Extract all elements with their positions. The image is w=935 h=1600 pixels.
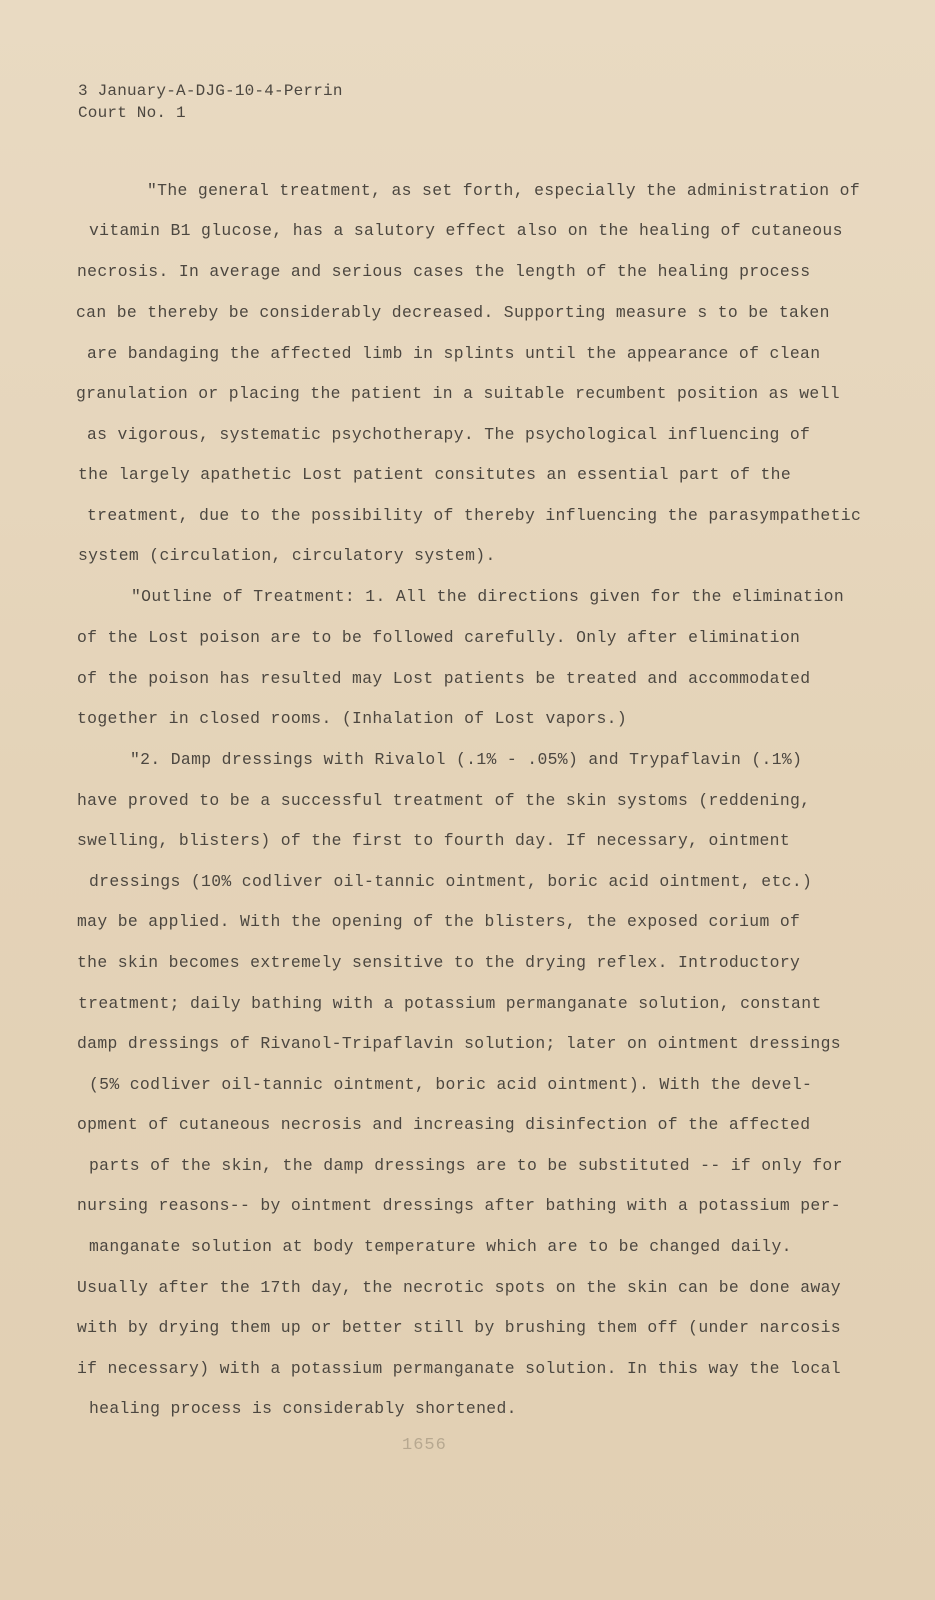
text-line: damp dressings of Rivanol-Tripaflavin solution; later on ointment dressings [77,1034,841,1053]
text-line: healing process is considerably shortened. [89,1399,517,1418]
text-line: "The general treatment, as set forth, especially the administration of [147,181,861,200]
text-line: swelling, blisters) of the first to fourth day. If necessary, ointment [77,831,791,850]
page-number: 1656 [402,1436,447,1455]
text-line: opment of cutaneous necrosis and increasing disinfection of the affected [77,1115,811,1134]
text-line: of the Lost poison are to be followed carefully. Only after elimination [77,628,801,647]
text-line: are bandaging the affected limb in splints until the appearance of clean [87,344,821,363]
text-line: parts of the skin, the damp dressings are to be substituted -- if only for [89,1156,843,1175]
text-line: "2. Damp dressings with Rivalol (.1% - .05%) and Trypaflavin (.1%) [130,750,803,769]
text-line: the skin becomes extremely sensitive to the drying reflex. Introductory [77,953,801,972]
text-line: manganate solution at body temperature which are to be changed daily. [89,1237,792,1256]
text-line: have proved to be a successful treatment of the skin systoms (reddening, [77,791,811,810]
text-line: with by drying them up or better still by brushing them off (under narcosis [77,1318,841,1337]
document-reference: 3 January-A-DJG-10-4-Perrin [78,82,343,100]
text-line: together in closed rooms. (Inhalation of Lost vapors.) [77,709,628,728]
text-line: treatment; daily bathing with a potassium permanganate solution, constant [78,994,822,1013]
text-line: granulation or placing the patient in a suitable recumbent position as well [76,384,840,403]
text-line: treatment, due to the possibility of thereby influencing the parasympathetic [87,506,862,525]
text-line: system (circulation, circulatory system). [78,546,496,565]
text-line: necrosis. In average and serious cases the length of the healing process [77,262,811,281]
text-line: can be thereby be considerably decreased. Supporting measure s to be taken [76,303,830,322]
text-line: as vigorous, systematic psychotherapy. The psychological influencing of [87,425,811,444]
court-number: Court No. 1 [78,104,186,122]
text-line: if necessary) with a potassium permanganate solution. In this way the local [77,1359,841,1378]
text-line: dressings (10% codliver oil-tannic ointment, boric acid ointment, etc.) [89,872,813,891]
text-line: vitamin B1 glucose, has a salutory effect also on the healing of cutaneous [89,221,843,240]
text-line: may be applied. With the opening of the blisters, the exposed corium of [77,912,801,931]
text-line: nursing reasons-- by ointment dressings after bathing with a potassium per- [77,1196,841,1215]
text-line: "Outline of Treatment: 1. All the directions given for the elimination [131,587,845,606]
text-line: Usually after the 17th day, the necrotic spots on the skin can be done away [77,1278,841,1297]
text-line: the largely apathetic Lost patient consitutes an essential part of the [78,465,792,484]
document-header [78,80,343,124]
text-line: (5% codliver oil-tannic ointment, boric acid ointment). With the devel- [89,1075,813,1094]
text-line: of the poison has resulted may Lost patients be treated and accommodated [77,669,811,688]
